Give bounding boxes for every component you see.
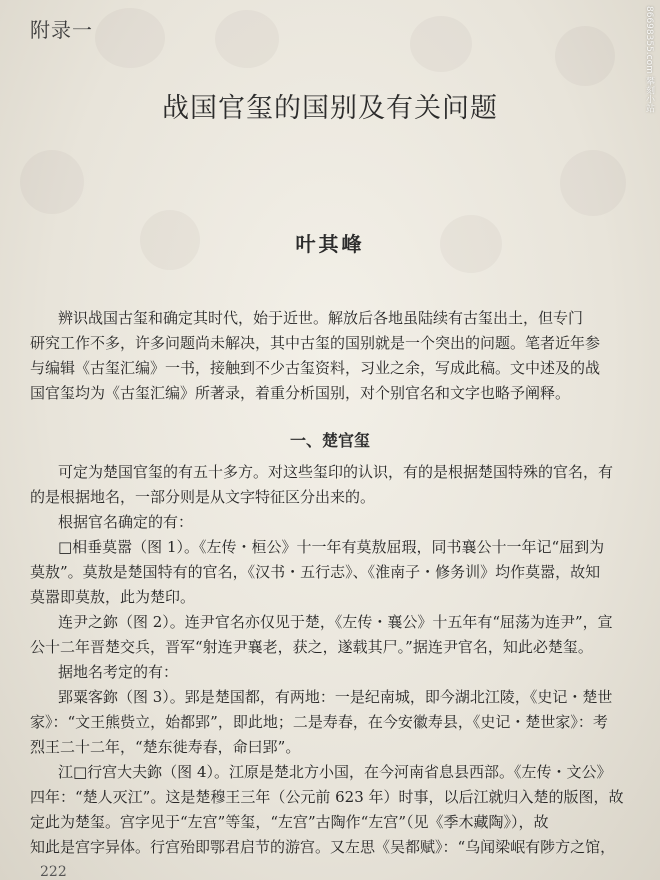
- body-line: 郢粟客鉨（图 3）。郢是楚国都，有两地：一是纪南城，即今湖北江陵，《史记・楚世: [58, 688, 613, 706]
- body-line: 江□行宫大夫鉨（图 4）。江原是楚北方小国，在今河南省息县西部。《左传・文公》: [58, 763, 612, 781]
- intro-line: 国官玺均为《古玺汇编》所著录，着重分析国别，对个别官名和文字也略予阐释。: [30, 384, 571, 402]
- appendix-label: 附录一: [30, 18, 93, 42]
- body-line: 莫嚣即莫敖，此为楚印。: [30, 588, 196, 606]
- body-line: 家》：“文王熊赀立，始都郢”，即此地；二是寿春，在今安徽寿县，《史记・楚世家》：考: [30, 713, 608, 731]
- body-line: 可定为楚国官玺的有五十多方。对这些玺印的认识，有的是根据楚国特殊的官名，有: [58, 463, 614, 481]
- body-line: □相垂莫嚣（图 1）。《左传・桓公》十一年有莫敖屈瑕，同书襄公十一年记“屈到为: [58, 538, 605, 556]
- bleed-through-seal: [560, 150, 626, 216]
- body-line: 根据官名确定的有：: [58, 513, 194, 531]
- intro-line: 与编辑《古玺汇编》一书，接触到不少古玺资料，习业之余，写成此稿。文中述及的战: [30, 359, 601, 377]
- body-line: 烈王二十二年，“楚东徙寿春，命曰郢”。: [30, 738, 301, 756]
- body-line: 莫敖”。莫敖是楚国特有的官名，《汉书・五行志》、《淮南子・修务训》均作莫嚣，故知: [30, 563, 601, 581]
- page-number: 222: [40, 864, 67, 880]
- section-heading: 一、楚官玺: [289, 431, 370, 450]
- body-line: 连尹之鉨（图 2）。连尹官名亦仅见于楚，《左传・襄公》十五年有“屈荡为连尹”，宣: [58, 613, 613, 631]
- body-line: 知此是宫字异体。行宫殆即鄂君启节的游宫。又左思《吴都赋》：“乌闻梁岷有陟方之馆，: [30, 838, 616, 856]
- bleed-through-seal: [215, 10, 279, 68]
- intro-line: 研究工作不多，许多问题尚未解决，其中古玺的国别就是一个突出的问题。笔者近年参: [30, 334, 601, 352]
- bleed-through-seal: [20, 150, 84, 214]
- article-title: 战国官玺的国别及有关问题: [162, 93, 498, 124]
- body-line: 四年：“楚人灭江”。这是楚穆王三年（公元前 623 年）时事，以后江就归入楚的版图，故: [30, 788, 624, 806]
- watermark: 86698355.com 攀刻小站: [644, 6, 654, 113]
- bleed-through-seal: [410, 16, 472, 72]
- body-line: 据地名考定的有：: [58, 663, 179, 681]
- author-name: 叶其峰: [295, 232, 365, 256]
- bleed-through-seal: [95, 8, 165, 68]
- body-line: 公十二年晋楚交兵，晋军“射连尹襄老，获之，遂载其尸。”据连尹官名，知此必楚玺。: [30, 638, 593, 656]
- intro-line: 辨识战国古玺和确定其时代，始于近世。解放后各地虽陆续有古玺出土，但专门: [58, 309, 584, 327]
- bleed-through-seal: [555, 26, 615, 86]
- body-line: 定此为楚玺。宫字见于“左宫”等玺，“左宫”古陶作“左宫”（见《季木藏陶》），故: [30, 813, 549, 831]
- body-line: 的是根据地名，一部分则是从文字特征区分出来的。: [30, 488, 376, 506]
